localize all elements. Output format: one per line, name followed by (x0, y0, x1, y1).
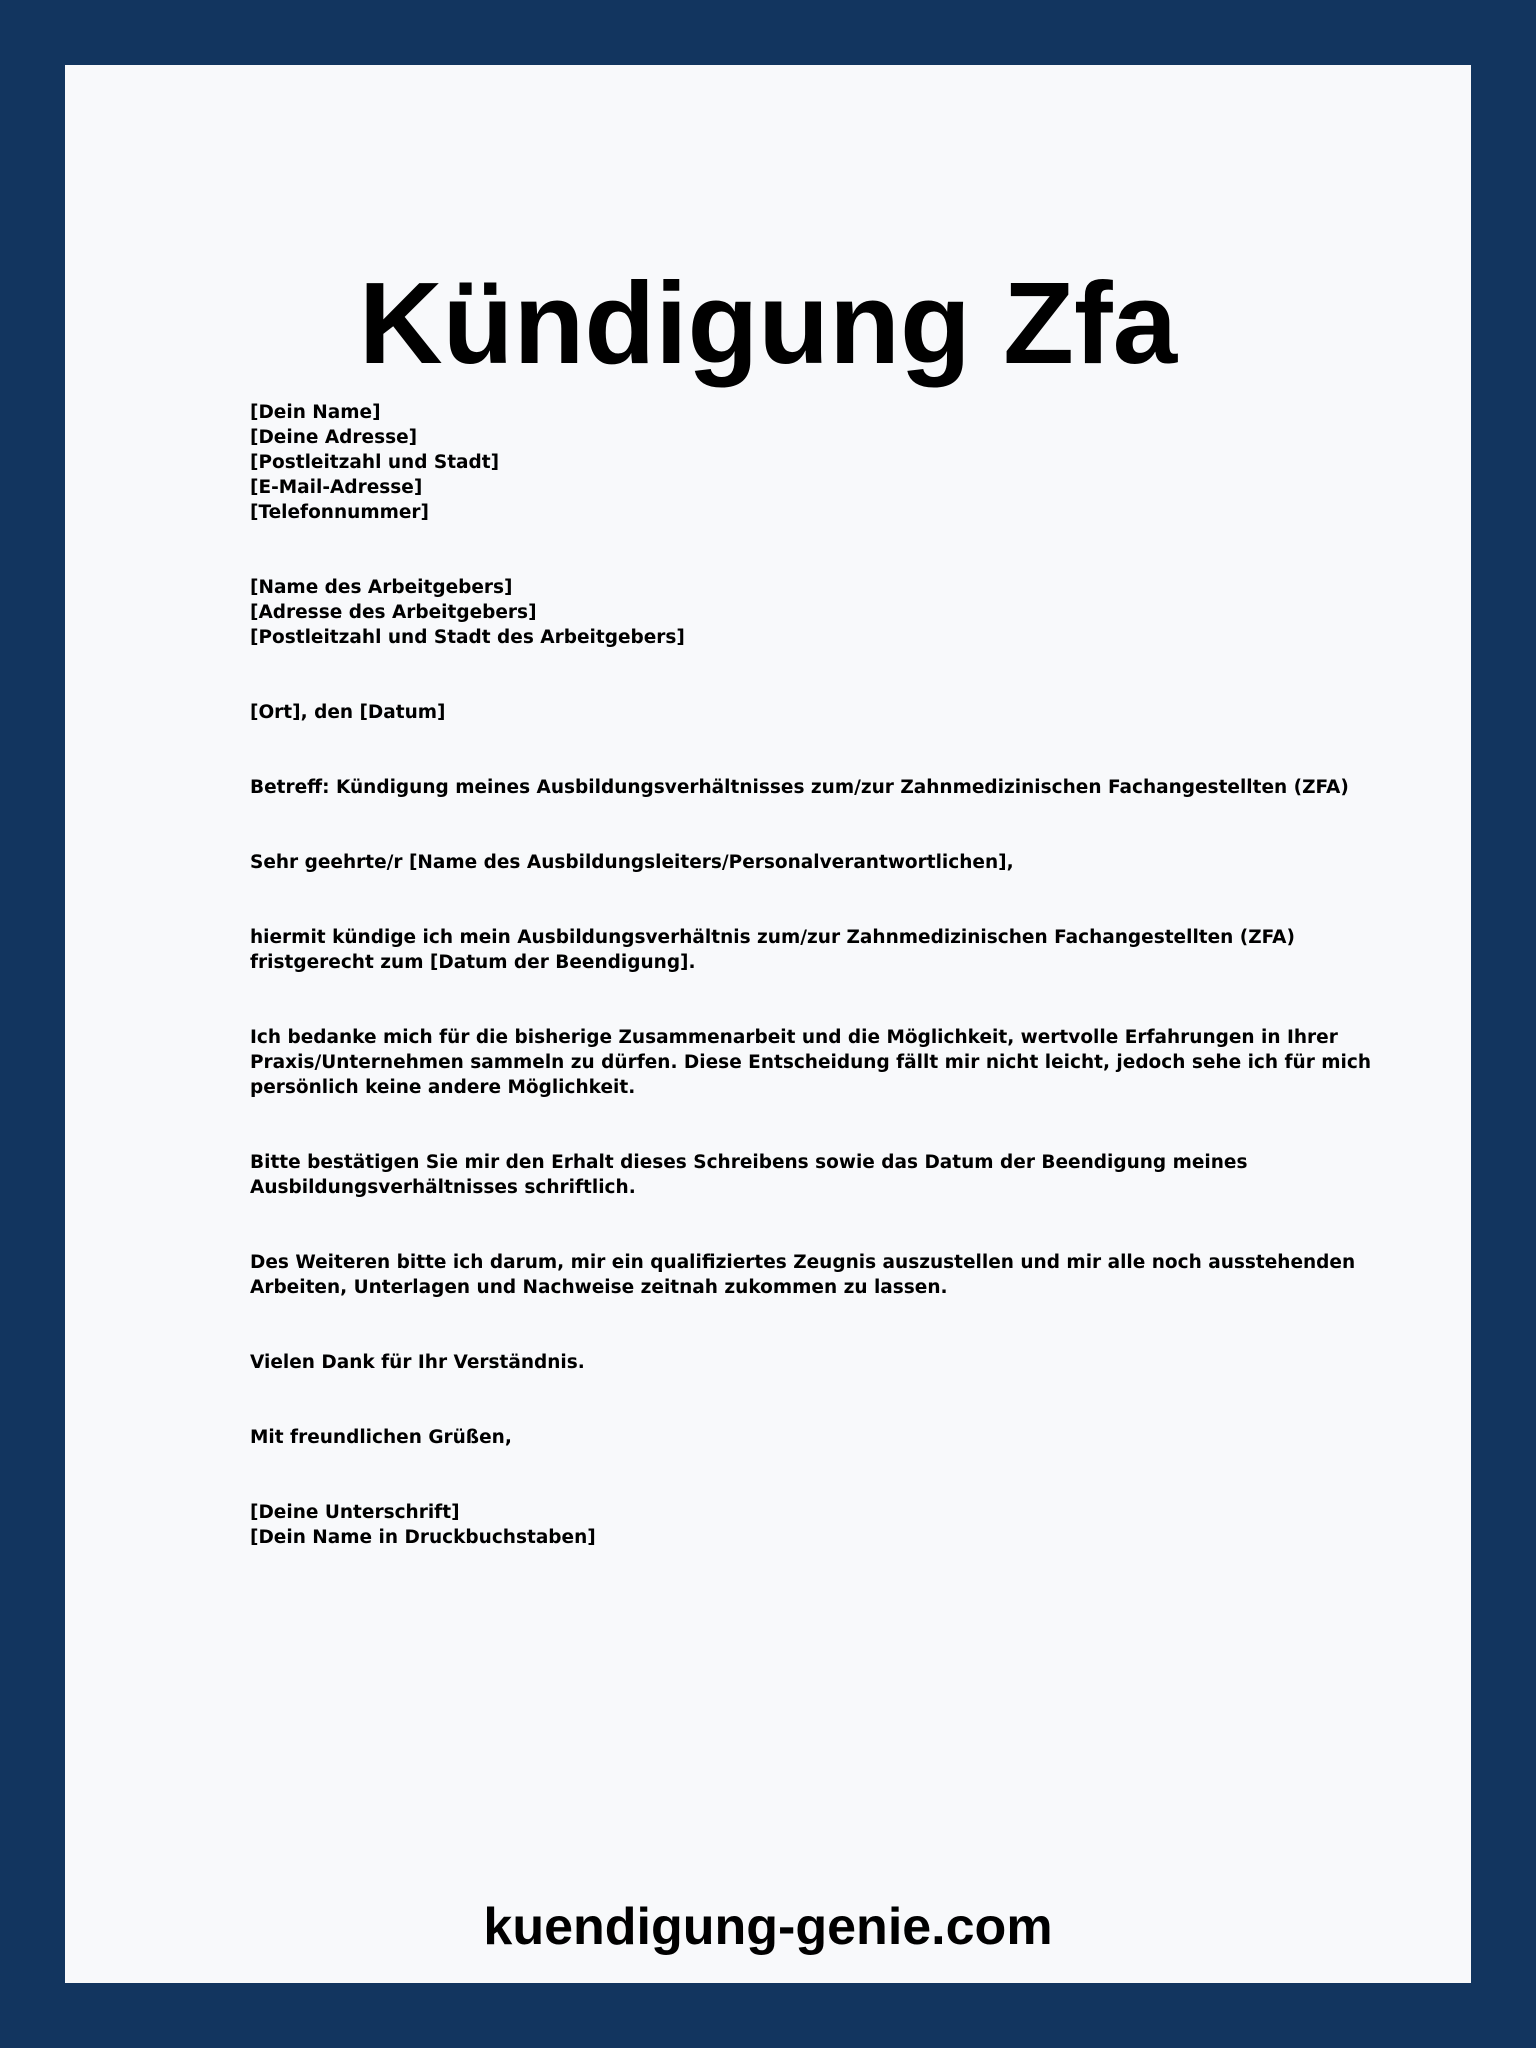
document-title: Kündigung Zfa (358, 258, 1178, 388)
paragraph-line: persönlich keine andere Möglichkeit. (250, 1077, 636, 1098)
closing-block (250, 1425, 1310, 1450)
paragraph-line: Vielen Dank für Ihr Verständnis. (250, 1352, 585, 1373)
sender-email: [E-Mail-Adresse] (250, 477, 423, 498)
closing: Mit freundlichen Grüßen, (250, 1427, 512, 1448)
body-paragraph-2 (250, 1025, 1372, 1100)
paragraph-line: Arbeiten, Unterlagen und Nachweise zeitnah zukommen zu lassen. (250, 1277, 948, 1298)
subject-line: Betreff: Kündigung meines Ausbildungsverhältnisses zum/zur Zahnmedizinischen Fachangestellten (ZFA) (250, 777, 1349, 798)
paragraph-line: hiermit kündige ich mein Ausbildungsverhältnis zum/zur Zahnmedizinischen Fachangestellten (ZFA) (250, 927, 1295, 948)
sender-address: [Deine Adresse] (250, 427, 418, 448)
body-paragraph-3 (250, 1150, 1310, 1200)
signature-placeholder: [Deine Unterschrift] (250, 1502, 460, 1523)
body-paragraph-4 (250, 1250, 1356, 1300)
subject-block (250, 775, 1349, 800)
recipient-postal-city: [Postleitzahl und Stadt des Arbeitgebers] (250, 627, 685, 648)
paragraph-line: Des Weiteren bitte ich darum, mir ein qualifiziertes Zeugnis auszustellen und mir alle noch ausstehenden (250, 1252, 1356, 1273)
recipient-block (250, 575, 1310, 650)
paragraph-line: Ausbildungsverhältnisses schriftlich. (250, 1177, 636, 1198)
paragraph-line: fristgerecht zum [Datum der Beendigung]. (250, 952, 696, 973)
sender-postal-city: [Postleitzahl und Stadt] (250, 452, 500, 473)
printed-name: [Dein Name in Druckbuchstaben] (250, 1527, 596, 1548)
salutation-block (250, 850, 1310, 875)
place-date-block (250, 700, 1310, 725)
place-date: [Ort], den [Datum] (250, 702, 446, 723)
salutation: Sehr geehrte/r [Name des Ausbildungsleiters/Personalverantwortlichen], (250, 852, 1014, 873)
recipient-address: [Adresse des Arbeitgebers] (250, 602, 537, 623)
footer-website: kuendigung-genie.com (483, 1898, 1053, 1956)
body-paragraph-1 (250, 925, 1310, 975)
sender-phone: [Telefonnummer] (250, 502, 430, 523)
paragraph-line: Ich bedanke mich für die bisherige Zusammenarbeit und die Möglichkeit, wertvolle Erfahrungen in Ihrer (250, 1027, 1338, 1048)
signature-block (250, 1500, 1310, 1550)
letter-body (250, 400, 1372, 1600)
paragraph-line: Praxis/Unternehmen sammeln zu dürfen. Diese Entscheidung fällt mir nicht leicht, jedoch sehe ich für mich (250, 1052, 1372, 1073)
body-paragraph-5 (250, 1350, 1310, 1375)
sender-block (250, 400, 1310, 525)
sender-name: [Dein Name] (250, 402, 381, 423)
recipient-name: [Name des Arbeitgebers] (250, 577, 513, 598)
paragraph-line: Bitte bestätigen Sie mir den Erhalt dieses Schreibens sowie das Datum der Beendigung meines (250, 1152, 1248, 1173)
document-page (65, 65, 1471, 1983)
